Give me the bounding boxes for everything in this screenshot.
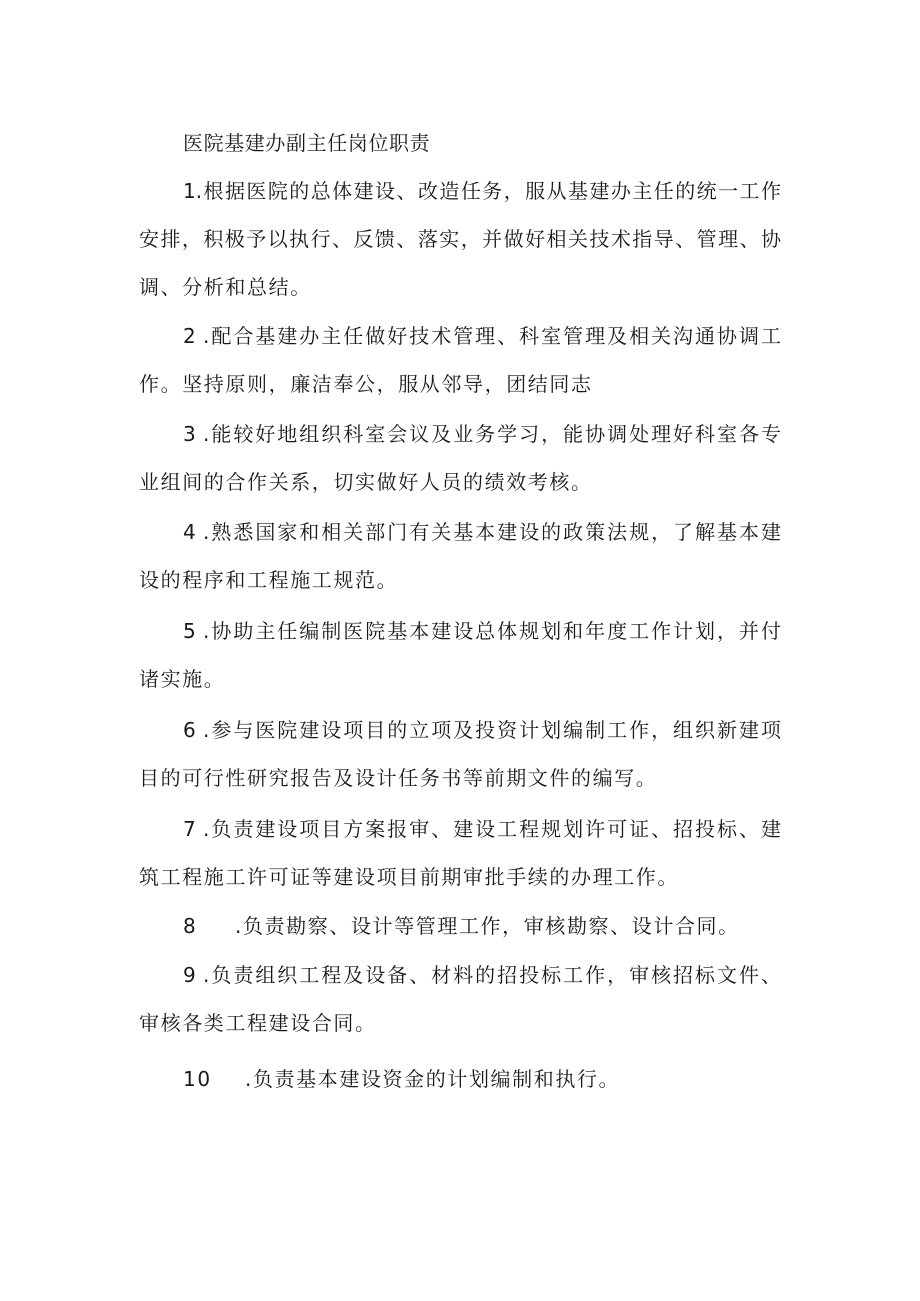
item-number: 3	[183, 422, 196, 446]
duty-item-7	[139, 815, 781, 911]
item-number: 6	[183, 718, 196, 742]
duty-line: 筑工程施工许可证等建设项目前期审批手续的办理工作。	[139, 865, 679, 889]
duty-line: 1.根据医院的总体建设、改造任务，服从基建办主任的统一工作	[183, 179, 781, 203]
duty-item-5	[139, 617, 781, 713]
duty-item-3	[139, 420, 781, 516]
duty-line: 7 .负责建设项目方案报审、建设工程规划许可证、招投标、建	[183, 817, 781, 841]
duty-line: 审核各类工程建设合同。	[139, 1011, 377, 1035]
item-number: 10	[183, 1067, 212, 1091]
item-number: 8	[183, 914, 198, 938]
duty-line: 诸实施。	[139, 667, 226, 691]
duty-line: 8 .负责勘察、设计等管理工作，审核勘察、设计合同。	[183, 914, 740, 938]
duty-line: 4 .熟悉国家和相关部门有关基本建设的政策法规，了解基本建	[183, 520, 781, 544]
duty-line: 调、分析和总结。	[139, 275, 312, 299]
duty-item-8	[139, 912, 740, 960]
duty-item-6	[139, 716, 781, 812]
duty-line: 3 .能较好地组织科室会议及业务学习，能协调处理好科室各专	[183, 422, 781, 446]
item-number: 2	[183, 324, 196, 348]
item-number: 4	[183, 520, 196, 544]
duty-line: 5 .协助主任编制医院基本建设总体规划和年度工作计划，并付	[183, 619, 781, 643]
duty-line: 10 .负责基本建设资金的计划编制和执行。	[183, 1067, 621, 1091]
item-number: 5	[183, 619, 196, 643]
duty-line: 2 .配合基建办主任做好技术管理、科室管理及相关沟通协调工	[183, 324, 781, 348]
item-number: 9	[183, 963, 196, 987]
duty-item-2	[139, 322, 781, 418]
duty-line: 安排，积极予以执行、反馈、落实，并做好相关技术指导、管理、协	[139, 227, 781, 251]
duty-line: 目的可行性研究报告及设计任务书等前期文件的编写。	[139, 766, 658, 790]
duty-line: 6 .参与医院建设项目的立项及投资计划编制工作，组织新建项	[183, 718, 781, 742]
duty-line: 业组间的合作关系，切实做好人员的绩效考核。	[139, 470, 593, 494]
item-number: 7	[183, 817, 196, 841]
item-number: 1.	[183, 179, 203, 203]
duty-item-10	[139, 1065, 620, 1113]
duty-item-4	[139, 518, 781, 614]
document-title: 医院基建办副主任岗位职责	[183, 131, 431, 155]
duty-line: 作。坚持原则，廉洁奉公，服从邻导，团结同志	[139, 372, 593, 396]
duty-line: 9 .负责组织工程及设备、材料的招投标工作，审核招标文件、	[183, 963, 781, 987]
duty-line: 设的程序和工程施工规范。	[139, 568, 399, 592]
duty-item-9	[139, 961, 781, 1057]
duty-item-1	[139, 177, 781, 321]
